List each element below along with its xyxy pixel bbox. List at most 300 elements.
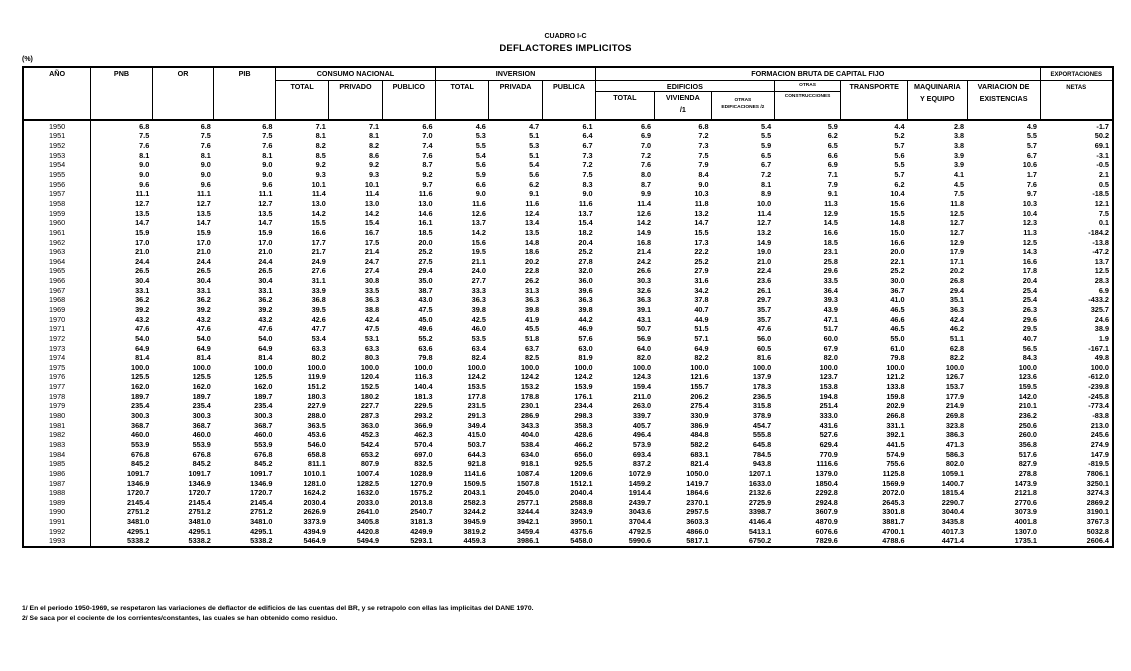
value-cell: 100.0	[131, 362, 150, 372]
value-cell: 6.5	[827, 141, 838, 151]
value-cell: 6.7	[1026, 150, 1037, 160]
value-cell: 454.7	[752, 420, 772, 430]
year-cell: 1978	[23, 391, 91, 401]
value-cell: 21.0	[135, 247, 150, 257]
value-cell: -3.1	[1040, 150, 1113, 160]
value-cell: 15.5	[890, 208, 905, 218]
value-cell: 125.5	[254, 372, 273, 382]
value-cell: 64.9	[258, 343, 273, 353]
value-cell: 235.4	[192, 401, 211, 411]
value-cell: 4249.9	[410, 526, 433, 536]
value-cell: 5032.8	[1040, 526, 1113, 536]
year-cell: 1987	[23, 478, 91, 488]
value-cell: 460.0	[131, 430, 150, 440]
value-cell: 12.5	[1022, 237, 1037, 247]
value-cell: 527.6	[819, 430, 838, 440]
value-cell: 159.5	[1018, 382, 1037, 392]
value-cell: 1379.0	[815, 468, 838, 478]
value-cell: 1141.6	[463, 468, 486, 478]
value-cell: 189.7	[192, 391, 211, 401]
value-cell: 46.9	[578, 324, 593, 334]
value-cell: 2290.7	[941, 497, 965, 507]
value-cell: 3819.2	[463, 526, 486, 536]
value-cell: 2582.3	[463, 497, 486, 507]
otras-edificaciones-label-1: OTRAS	[734, 98, 752, 103]
value-cell: 5.9	[761, 141, 772, 151]
value-cell: 7.0	[422, 131, 433, 141]
value-cell: 6.8	[698, 121, 709, 131]
value-cell: 546.0	[307, 439, 326, 449]
col-header-consumo-privado: PRIVADO	[329, 81, 382, 120]
value-cell: 100.0	[632, 362, 652, 372]
value-cell: 35.7	[756, 304, 772, 314]
value-cell: 82.5	[525, 353, 540, 363]
value-cell: 40.7	[694, 304, 709, 314]
value-cell: 36.3	[525, 295, 540, 305]
value-cell: 162.0	[192, 382, 211, 392]
value-cell: 7.6	[422, 150, 433, 160]
value-cell: 120.4	[360, 372, 380, 382]
value-cell: 17.3	[694, 237, 709, 247]
value-cell: 26.1	[756, 285, 772, 295]
value-cell: 180.3	[307, 391, 326, 401]
value-cell: 1270.9	[410, 478, 433, 488]
value-cell: 3481.0	[250, 517, 273, 527]
table-row	[23, 160, 1113, 170]
value-cell: -433.2	[1040, 295, 1113, 305]
value-cell: 517.6	[1018, 449, 1037, 459]
value-cell: 178.3	[752, 382, 772, 392]
value-cell: 286.9	[520, 411, 540, 421]
value-cell: 11.1	[135, 189, 150, 199]
value-cell: 27.4	[364, 266, 380, 276]
value-cell: 3.8	[953, 141, 965, 151]
value-cell: 2725.9	[748, 497, 772, 507]
value-cell: 44.2	[578, 314, 593, 324]
year-cell: 1975	[23, 363, 91, 373]
value-cell: 14.6	[418, 208, 433, 218]
value-cell: 155.7	[690, 382, 709, 392]
value-cell: 125.5	[192, 372, 211, 382]
col-header-otras-construcciones	[774, 81, 841, 92]
value-cell: 30.0	[890, 276, 905, 286]
otras-construcciones-label-1: OTRAS	[799, 83, 816, 88]
footnote-2: 2/ Se saca por el cociente de los corrientes/constantes, las cuales se han obtenido como residuo.	[22, 615, 338, 622]
value-cell: 64.9	[196, 343, 211, 353]
value-cell: 1512.1	[570, 478, 593, 488]
value-cell: 33.9	[311, 285, 326, 295]
value-cell: 15.9	[196, 227, 211, 237]
value-cell: 30.3	[636, 276, 652, 286]
value-cell: 54.0	[135, 333, 150, 343]
value-cell: 79.8	[890, 353, 905, 363]
value-cell: 7.1	[827, 170, 838, 180]
value-cell: 46.5	[890, 304, 905, 314]
value-cell: 56.9	[636, 333, 652, 343]
value-cell: 405.7	[632, 420, 652, 430]
value-cell: 629.4	[819, 439, 838, 449]
value-cell: 10.3	[694, 189, 709, 199]
value-cell: 26.5	[135, 266, 150, 276]
value-cell: 2588.8	[570, 497, 593, 507]
value-cell: 15.4	[364, 218, 380, 228]
value-cell: 12.6	[471, 208, 486, 218]
value-cell: 644.3	[467, 449, 486, 459]
col-header-consumo-publico: PUBLICO	[382, 81, 435, 120]
maquinaria-label-2: Y EQUIPO	[920, 94, 955, 103]
value-cell: 7.6	[139, 141, 150, 151]
unit-label: (%)	[22, 56, 33, 63]
value-cell: 3603.3	[686, 517, 709, 527]
value-cell: 26.2	[525, 276, 540, 286]
table-id: CUADRO I-C	[544, 33, 587, 40]
value-cell: 36.4	[823, 285, 838, 295]
value-cell: 260.0	[1018, 430, 1037, 440]
value-cell: 42.4	[949, 314, 965, 324]
value-cell: 14.7	[694, 218, 709, 228]
value-cell: 56.5	[1022, 343, 1037, 353]
value-cell: 15.6	[471, 237, 486, 247]
value-cell: 2606.4	[1040, 536, 1113, 547]
value-cell: 3.8	[953, 131, 965, 141]
value-cell: 6.6	[475, 179, 486, 189]
value-cell: 5.4	[761, 121, 772, 131]
value-cell: 227.7	[360, 401, 380, 411]
value-cell: 3181.3	[410, 517, 433, 527]
year-cell: 1980	[23, 411, 91, 421]
value-cell: 11.8	[694, 198, 709, 208]
value-cell: 582.2	[690, 439, 709, 449]
value-cell: 210.1	[1018, 401, 1037, 411]
year-cell: 1979	[23, 401, 91, 411]
value-cell: 821.4	[690, 459, 709, 469]
value-cell: 4146.4	[748, 517, 772, 527]
value-cell: 2751.2	[250, 507, 273, 517]
value-cell: 8.1	[262, 150, 273, 160]
value-cell: 11.6	[418, 189, 433, 199]
value-cell: 404.0	[520, 430, 540, 440]
value-cell: 22.1	[890, 256, 905, 266]
value-cell: 300.3	[254, 411, 273, 421]
value-cell: 676.8	[254, 449, 273, 459]
value-cell: 11.6	[578, 198, 593, 208]
value-cell: 81.9	[578, 353, 593, 363]
value-cell: 330.9	[690, 411, 709, 421]
value-cell: 236.5	[752, 391, 772, 401]
value-cell: 126.7	[945, 372, 965, 382]
value-cell: 5.5	[1026, 131, 1037, 141]
value-cell: 2043.1	[463, 488, 486, 498]
value-cell: 100.0	[945, 362, 965, 372]
value-cell: 2040.4	[570, 488, 593, 498]
year-cell: 1961	[23, 228, 91, 238]
value-cell: 181.3	[414, 391, 433, 401]
value-cell: 1091.7	[188, 468, 211, 478]
value-cell: 1207.1	[748, 468, 772, 478]
value-cell: 22.2	[694, 247, 709, 257]
value-cell: 553.9	[131, 439, 150, 449]
value-cell: 7.6	[1026, 179, 1037, 189]
value-cell: 202.9	[886, 401, 905, 411]
year-cell: 1983	[23, 440, 91, 450]
col-header-otras-edificaciones	[712, 92, 775, 120]
value-cell: 7.5	[698, 150, 709, 160]
value-cell: 15.4	[578, 218, 593, 228]
value-cell: 67.9	[823, 343, 838, 353]
value-cell: 121.6	[690, 372, 709, 382]
value-cell: 147.9	[1040, 449, 1113, 459]
value-cell: 230.1	[520, 401, 540, 411]
value-cell: 43.2	[196, 314, 211, 324]
value-cell: 462.3	[414, 430, 433, 440]
value-cell: 298.3	[574, 411, 593, 421]
value-cell: 1346.9	[126, 478, 150, 488]
value-cell: 100.0	[307, 362, 326, 372]
value-cell: 645.8	[752, 439, 772, 449]
value-cell: 12.4	[525, 208, 540, 218]
value-cell: 24.9	[311, 256, 326, 266]
value-cell: 61.0	[890, 343, 905, 353]
value-cell: 36.7	[890, 285, 905, 295]
value-cell: 8.9	[761, 189, 772, 199]
value-cell: 484.8	[690, 430, 709, 440]
value-cell: 121.2	[886, 372, 905, 382]
value-cell: 63.6	[418, 343, 433, 353]
value-cell: 27.6	[311, 266, 326, 276]
table-row	[23, 469, 1113, 479]
value-cell: 553.9	[254, 439, 273, 449]
value-cell: 1059.1	[941, 468, 965, 478]
value-cell: 47.6	[258, 324, 273, 334]
value-cell: 43.2	[135, 314, 150, 324]
value-cell: 43.9	[823, 304, 838, 314]
value-cell: 2.8	[953, 121, 965, 131]
value-cell: 17.8	[1022, 266, 1037, 276]
value-cell: 2645.3	[882, 497, 905, 507]
value-cell: -0.5	[1040, 160, 1113, 170]
value-cell: 47.5	[364, 324, 380, 334]
year-cell: 1954	[23, 160, 91, 170]
col-header-pib: PIB	[214, 67, 276, 120]
value-cell: 6.7	[582, 141, 593, 151]
value-cell: 25.4	[1022, 285, 1037, 295]
table-row	[23, 179, 1113, 189]
value-cell: 755.6	[886, 459, 905, 469]
value-cell: 4394.9	[303, 526, 326, 536]
value-cell: 5.7	[894, 170, 905, 180]
value-cell: 6.7	[761, 160, 772, 170]
value-cell: 9.0	[698, 179, 709, 189]
value-cell: 1632.0	[356, 488, 380, 498]
value-cell: 2132.6	[748, 488, 772, 498]
value-cell: 3244.2	[463, 507, 486, 517]
col-header-year: AÑO	[23, 67, 91, 120]
value-cell: 5.5	[761, 131, 772, 141]
value-cell: 6.2	[894, 179, 905, 189]
value-cell: -1.7	[1040, 120, 1113, 132]
value-cell: 14.8	[890, 218, 905, 228]
value-cell: 119.9	[307, 372, 326, 382]
value-cell: 142.0	[1018, 391, 1037, 401]
footnote-1: 1/ En el periodo 1950-1969, se respetaron las variaciones de deflactor de edificios de las cuentas del BR, y se retrapolo con ellas las implicitas del DANE 1970.	[22, 605, 534, 612]
table-row	[23, 440, 1113, 450]
value-cell: 36.0	[578, 276, 593, 286]
value-cell: 6.8	[262, 121, 273, 131]
value-cell: 784.5	[752, 449, 772, 459]
value-cell: 177.8	[467, 391, 486, 401]
value-cell: 100.0	[467, 362, 486, 372]
value-cell: 8.2	[368, 141, 380, 151]
value-cell: 42.6	[311, 314, 326, 324]
value-cell: 12.7	[949, 227, 965, 237]
value-cell: 2641.0	[356, 507, 380, 517]
value-cell: 8.7	[640, 179, 652, 189]
value-cell: 7.0	[640, 141, 652, 151]
value-cell: 392.1	[886, 430, 905, 440]
value-cell: 7.3	[582, 150, 593, 160]
value-cell: 8.1	[200, 150, 211, 160]
value-cell: 7.2	[640, 150, 652, 160]
table-row	[23, 430, 1113, 440]
value-cell: 339.7	[632, 411, 652, 421]
col-header-inversion-publica: PUBLICA	[542, 81, 595, 120]
value-cell: 5.4	[529, 160, 540, 170]
value-cell: 3.9	[953, 160, 965, 170]
value-cell: 32.6	[636, 285, 652, 295]
value-cell: 15.6	[890, 198, 905, 208]
maquinaria-label-1: MAQUINARIA	[913, 82, 961, 91]
value-cell: 54.0	[258, 333, 273, 343]
value-cell: 2.1	[1040, 170, 1113, 180]
value-cell: 10.4	[890, 189, 905, 199]
value-cell: 69.1	[1040, 141, 1113, 151]
value-cell: 33.3	[471, 285, 486, 295]
value-cell: 12.9	[823, 208, 838, 218]
table-row	[23, 488, 1113, 498]
value-cell: 452.3	[360, 430, 380, 440]
value-cell: 177.9	[945, 391, 965, 401]
value-cell: 41.9	[525, 314, 540, 324]
value-cell: 11.4	[365, 189, 380, 199]
value-cell: 100.0	[819, 362, 838, 372]
value-cell: 7.5	[953, 189, 965, 199]
value-cell: 39.2	[196, 304, 211, 314]
value-cell: 5.5	[475, 141, 486, 151]
value-cell: 503.7	[467, 439, 486, 449]
value-cell: 7806.1	[1040, 469, 1113, 479]
value-cell: 162.0	[254, 382, 273, 392]
value-cell: 63.0	[578, 343, 593, 353]
value-cell: 21.1	[471, 256, 486, 266]
value-cell: 11.4	[637, 198, 652, 208]
value-cell: 1400.7	[941, 478, 965, 488]
value-cell: 81.6	[756, 353, 772, 363]
value-cell: 1507.8	[516, 478, 540, 488]
value-cell: 6.1	[582, 121, 593, 131]
value-cell: 9.3	[315, 170, 326, 180]
table-row	[23, 372, 1113, 382]
value-cell: 235.4	[254, 401, 273, 411]
value-cell: 6076.6	[815, 526, 838, 536]
value-cell: 811.1	[307, 459, 326, 469]
value-cell: 39.6	[578, 285, 593, 295]
value-cell: 25.2	[890, 266, 905, 276]
value-cell: 79.8	[418, 353, 433, 363]
year-cell: 1993	[23, 536, 91, 547]
value-cell: 49.8	[1040, 353, 1113, 363]
year-cell: 1952	[23, 141, 91, 151]
value-cell: 62.8	[949, 343, 965, 353]
value-cell: 12.5	[1040, 266, 1113, 276]
value-cell: -819.5	[1040, 459, 1113, 469]
value-cell: 30.4	[258, 276, 273, 286]
value-cell: 159.4	[632, 382, 652, 392]
value-cell: 4420.8	[356, 526, 380, 536]
value-cell: 15.5	[694, 227, 709, 237]
value-cell: 1419.7	[686, 478, 709, 488]
value-cell: 368.7	[192, 420, 211, 430]
value-cell: 81.4	[135, 353, 150, 363]
value-cell: 24.0	[471, 266, 486, 276]
value-cell: 7.5	[582, 170, 593, 180]
value-cell: 15.5	[311, 218, 326, 228]
value-cell: 29.5	[1022, 324, 1037, 334]
value-cell: 8.6	[368, 150, 380, 160]
value-cell: 2045.0	[516, 488, 540, 498]
value-cell: 47.5	[418, 304, 433, 314]
deflators-table	[22, 66, 1114, 548]
col-header-construcciones	[774, 92, 841, 120]
value-cell: 140.4	[414, 382, 433, 392]
year-cell: 1963	[23, 247, 91, 257]
value-cell: 3.9	[953, 150, 965, 160]
value-cell: -83.8	[1040, 411, 1113, 421]
col-header-netas	[1040, 81, 1113, 120]
value-cell: 18.6	[525, 247, 540, 257]
value-cell: 288.0	[307, 411, 326, 421]
value-cell: 656.0	[574, 449, 593, 459]
value-cell: 10.1	[364, 179, 380, 189]
value-cell: 2145.4	[126, 497, 150, 507]
value-cell: 15.0	[890, 227, 905, 237]
value-cell: 16.6	[823, 227, 838, 237]
value-cell: 60.0	[823, 333, 838, 343]
value-cell: 837.2	[632, 459, 652, 469]
value-cell: -612.0	[1040, 372, 1113, 382]
value-cell: 3040.4	[941, 507, 965, 517]
value-cell: 35.1	[949, 295, 965, 305]
value-cell: 55.2	[418, 333, 433, 343]
value-cell: 13.2	[694, 208, 709, 218]
value-cell: 5.6	[529, 170, 540, 180]
value-cell: 39.5	[311, 304, 326, 314]
table-row	[23, 314, 1113, 324]
value-cell: 100.0	[192, 362, 211, 372]
year-cell: 1967	[23, 285, 91, 295]
value-cell: 42.5	[471, 314, 486, 324]
value-cell: 555.8	[752, 430, 772, 440]
table-row	[23, 497, 1113, 507]
value-cell: 802.0	[945, 459, 965, 469]
value-cell: 358.3	[574, 420, 593, 430]
value-cell: 1720.7	[126, 488, 150, 498]
value-cell: 14.8	[525, 237, 540, 247]
year-cell: 1972	[23, 334, 91, 344]
value-cell: 64.9	[694, 343, 709, 353]
value-cell: 4295.1	[188, 526, 211, 536]
value-cell: 6.9	[1040, 285, 1113, 295]
value-cell: 386.3	[945, 430, 965, 440]
